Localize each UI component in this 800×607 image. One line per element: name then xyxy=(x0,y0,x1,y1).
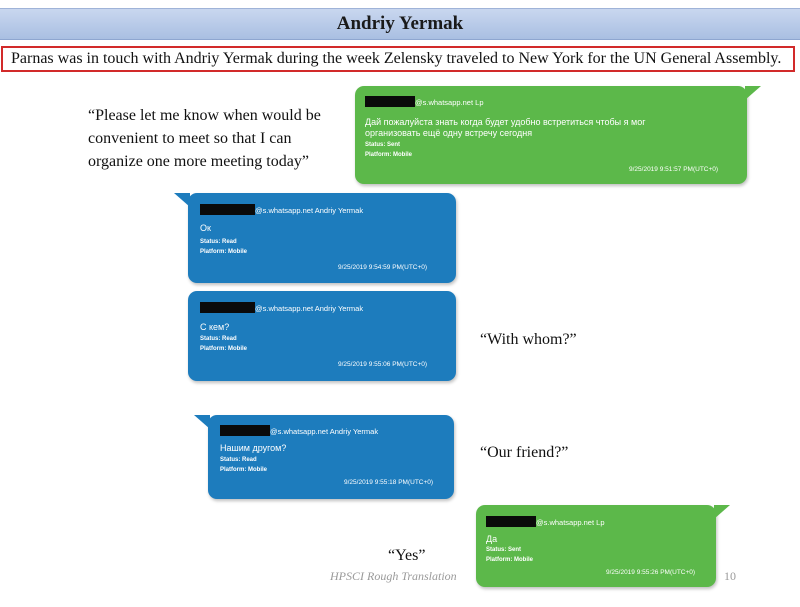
redaction-bar xyxy=(220,425,270,436)
translation-1-line: “Please let me know when would be xyxy=(88,107,321,124)
message-platform: Platform: Mobile xyxy=(365,152,413,158)
message-platform: Platform: Mobile xyxy=(220,467,268,473)
message-text: Дай пожалуйста знать когда будет удобно встретиться чтобы я мог организовать ещё одну встречу сегодня xyxy=(365,117,646,138)
translation-1-line: organize one more meeting today” xyxy=(88,153,309,170)
message-sender: @s.whatsapp.net Andriy Yermak xyxy=(220,425,378,436)
message-status: Status: Sent xyxy=(365,142,401,148)
message-timestamp: 9/25/2019 9:55:26 PM(UTC+0) xyxy=(606,569,696,576)
message-bubble-5 xyxy=(476,505,716,587)
message-bubble-4 xyxy=(208,415,454,499)
translation-3: “Our friend?” xyxy=(480,444,569,461)
footer-label: HPSCI Rough Translation xyxy=(330,569,457,583)
message-text: Да xyxy=(486,534,498,544)
message-platform: Platform: Mobile xyxy=(200,249,248,255)
message-platform: Platform: Mobile xyxy=(200,346,248,352)
redaction-bar xyxy=(365,96,415,107)
message-bubble-3 xyxy=(188,291,456,381)
slide-title: Andriy Yermak xyxy=(0,8,800,40)
message-text: Ок xyxy=(200,223,211,233)
summary-box: Parnas was in touch with Andriy Yermak during the week Zelensky traveled to New York for the UN General Assembly. xyxy=(1,46,795,72)
translation-4: “Yes” xyxy=(388,547,426,564)
message-platform: Platform: Mobile xyxy=(486,557,534,563)
message-timestamp: 9/25/2019 9:51:57 PM(UTC+0) xyxy=(629,166,719,173)
translation-1-line: convenient to meet so that I can xyxy=(88,130,292,147)
message-timestamp: 9/25/2019 9:54:59 PM(UTC+0) xyxy=(338,264,428,271)
translation-1 xyxy=(88,104,348,173)
message-bubble-1 xyxy=(355,86,747,184)
message-text: Нашим другом? xyxy=(220,443,287,453)
message-status: Status: Sent xyxy=(486,547,522,553)
message-status: Status: Read xyxy=(200,336,237,342)
translation-2: “With whom?” xyxy=(480,331,577,348)
message-status: Status: Read xyxy=(200,239,237,245)
message-bubble-2 xyxy=(188,193,456,283)
redaction-bar xyxy=(486,516,536,527)
message-status: Status: Read xyxy=(220,457,257,463)
page-number: 10 xyxy=(724,569,736,583)
message-sender: @s.whatsapp.net Lp xyxy=(486,516,605,527)
message-timestamp: 9/25/2019 9:55:18 PM(UTC+0) xyxy=(344,479,434,486)
message-sender: @s.whatsapp.net Andriy Yermak xyxy=(200,204,363,215)
message-timestamp: 9/25/2019 9:55:06 PM(UTC+0) xyxy=(338,361,428,368)
message-sender: @s.whatsapp.net Lp xyxy=(365,96,484,107)
redaction-bar xyxy=(200,204,255,215)
redaction-bar xyxy=(200,302,255,313)
message-sender: @s.whatsapp.net Andriy Yermak xyxy=(200,302,363,313)
message-text: С кем? xyxy=(200,322,230,332)
